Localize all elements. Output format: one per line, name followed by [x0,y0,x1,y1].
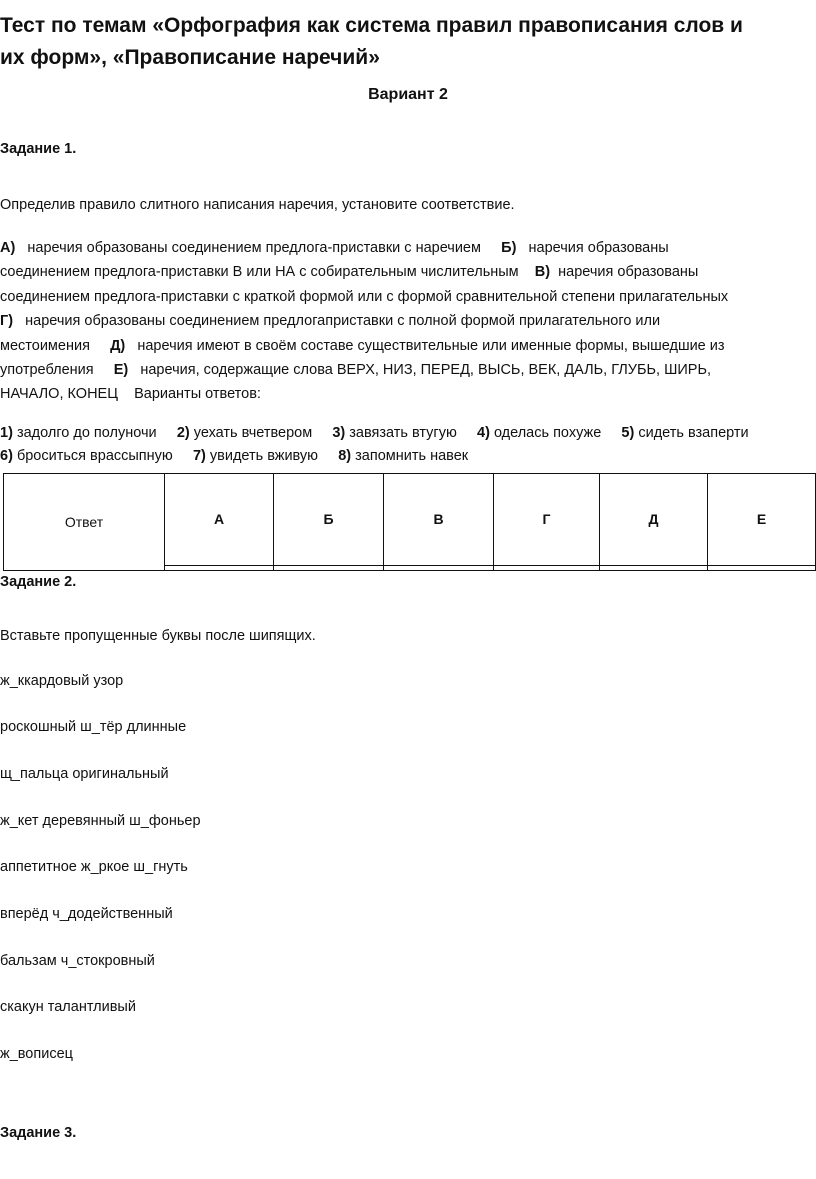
answer-row-label: Ответ [4,474,165,571]
title-line-1: Тест по темам «Орфография как система правил правописания слов и [0,14,743,37]
rule-text-b-part2: соединением предлога-приставки В или НА с собирательным числительным [0,264,519,281]
answer-col-a: А [165,474,274,566]
task2-item: скакун талантливый [0,999,136,1015]
option-num-7: 7) [192,448,206,464]
rule-text-e-part2: НАЧАЛО, КОНЕЦ [0,386,118,403]
rule-text-g-part1: наречия образованы соединением предлогаприставки с полной формой прилагательного или [25,313,661,330]
rule-text-g-part2: местоимения [0,337,90,354]
option-num-8: 8) [338,448,352,464]
answer-table [3,473,816,571]
task2-item: ж_вописец [0,1046,73,1062]
option-text-2: уехать вчетвером [193,425,313,441]
rule-text-d-part1: наречия имеют в своём составе существительные или именные формы, вышедшие из [137,337,725,354]
task1-rules [0,236,816,407]
title-line-2: их форм», «Правописание наречий» [0,46,380,69]
task2-instruction: Вставьте пропущенные буквы после шипящих. [0,628,316,644]
answer-col-d: Д [600,474,708,566]
answer-col-g: Г [494,474,600,566]
answer-cell-e[interactable] [708,565,816,570]
rules-line-2 [0,260,816,284]
task3-heading: Задание 3. [0,1125,77,1141]
task2-item: щ_пальца оригинальный [0,766,169,782]
rules-line-6 [0,358,816,382]
option-text-3: завязать втугую [349,425,457,441]
rule-text-b-part1: наречия образованы [528,240,669,256]
option-text-6: броситься врассыпную [16,448,173,464]
rules-line-5 [0,334,816,358]
rule-letter-d: Д) [110,337,126,354]
option-num-3: 3) [332,425,346,441]
option-num-2: 2) [176,425,190,441]
rules-line-1 [0,236,816,260]
variant-heading: Вариант 2 [368,86,448,103]
answer-col-b: Б [274,474,384,566]
answer-cell-b[interactable] [274,565,384,570]
rule-text-e-part1: наречия, содержащие слова ВЕРХ, НИЗ, ПЕРЕД, ВЫСЬ, ВЕК, ДАЛЬ, ГЛУБЬ, ШИРЬ, [140,362,712,379]
answer-table-header-row [4,474,816,566]
task2-item: ж_ккардовый узор [0,673,124,689]
option-num-1: 1) [0,425,13,441]
answer-cell-v[interactable] [384,565,494,570]
options-line-1 [0,422,816,445]
answer-cell-g[interactable] [494,565,600,570]
task1-instruction: Определив правило слитного написания наречия, установите соответствие. [0,197,515,213]
task1-heading: Задание 1. [0,141,77,157]
rule-letter-b: Б) [501,240,517,256]
rule-letter-g: Г) [0,313,14,330]
options-line-2 [0,445,816,468]
rule-letter-e: Е) [113,362,129,379]
rules-line-7 [0,382,816,406]
option-num-6: 6) [0,448,13,464]
option-text-4: оделась похуже [493,425,602,441]
rule-text-v-part2: соединением предлога-приставки с краткой формой или с формой сравнительной степени прилагательных [0,288,729,305]
option-text-8: запомнить навек [355,448,469,464]
rule-letter-a: А) [0,240,16,256]
task2-item: бальзам ч_стокровный [0,953,155,969]
task2-item: аппетитное ж_ркое ш_гнуть [0,859,188,875]
rule-text-a: наречия образованы соединением предлога-приставки с наречием [27,240,481,256]
answers-label: Варианты ответов: [134,386,261,403]
option-num-4: 4) [477,425,490,441]
option-text-1: задолго до полуночи [16,425,157,441]
rule-text-d-part2: употребления [0,362,94,379]
task2-item: вперёд ч_додейственный [0,906,173,922]
answer-cell-a[interactable] [165,565,274,570]
rules-line-3 [0,285,816,309]
document-title [0,10,816,74]
task2-heading: Задание 2. [0,574,77,590]
task2-item: роскошный ш_тёр длинные [0,719,187,735]
option-text-5: сидеть взаперти [638,425,749,441]
rules-line-4 [0,309,816,333]
option-num-5: 5) [621,425,635,441]
task2-item: ж_кет деревянный ш_фоньер [0,813,201,829]
option-text-7: увидеть вживую [209,448,319,464]
answer-col-e: Е [708,474,816,566]
rule-letter-v: В) [534,264,551,281]
rule-text-v-part1: наречия образованы [558,264,699,281]
task1-options [0,422,816,468]
answer-cell-d[interactable] [600,565,708,570]
answer-col-v: В [384,474,494,566]
